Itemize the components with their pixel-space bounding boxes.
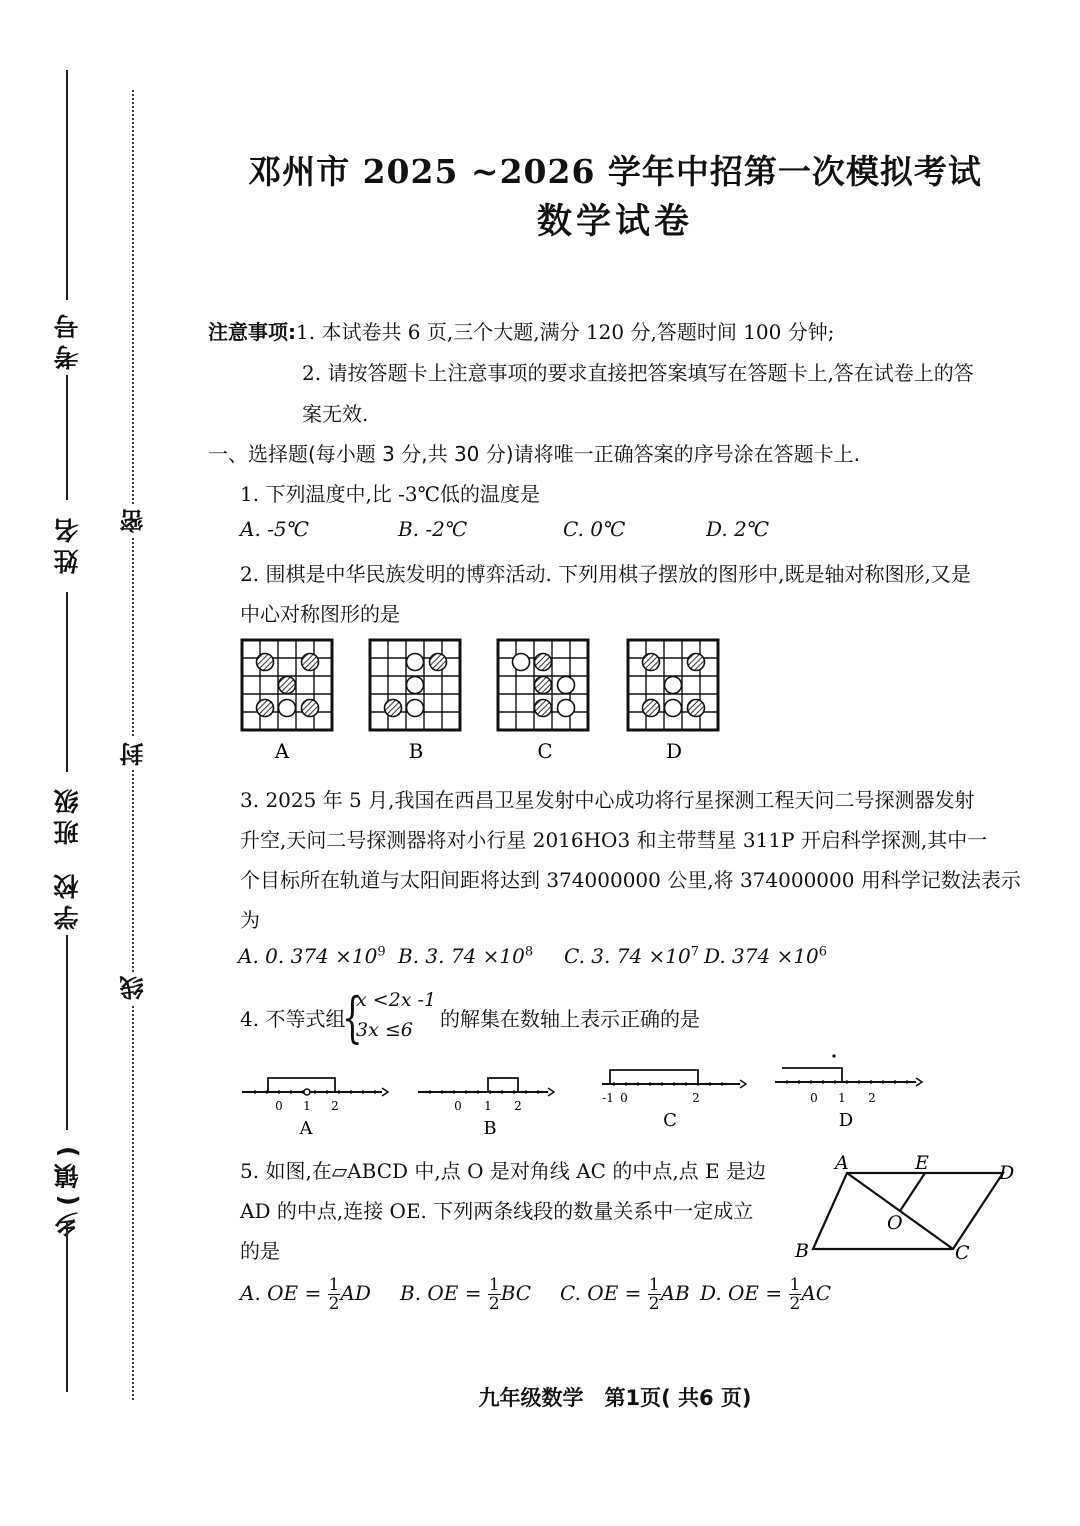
q5-option-c: C. OE = $\frac{1}{2}$ AB: [560, 1275, 690, 1314]
binding-line-4: [66, 935, 68, 1130]
q3-stem-2: 升空,天问二号探测器将对小行星 2016HO3 和主带彗星 311P 开启科学探测,其中一: [240, 828, 988, 852]
notice-label: 注意事项:: [208, 320, 296, 344]
q4-b-tick-2: 2: [514, 1099, 522, 1113]
seal-feng: 封: [116, 738, 151, 770]
q4-line-b: [418, 1078, 554, 1139]
q4-system: [356, 985, 436, 1045]
q4-d-tick-1: 1: [838, 1091, 846, 1105]
seal-mi: 密: [116, 505, 151, 537]
q5-b-fraction: $\frac{1}{2}$: [488, 1275, 500, 1314]
exam-subtitle: 数学试卷: [536, 202, 693, 242]
q3-option-c: C. 3. $74 \times 10^7$: [564, 944, 700, 968]
q1-option-b: B. -2℃: [398, 517, 468, 541]
q4-number-lines: [230, 1050, 930, 1140]
q3-stem-4: 为: [240, 908, 260, 932]
q1-option-a: A. -5℃: [240, 517, 310, 541]
q4-inequality-2: 3x ≤6: [356, 1019, 413, 1041]
q5-option-d: D. OE = $\frac{1}{2}$ AC: [700, 1275, 832, 1314]
q5-stem-2: AD 的中点,连接 OE. 下列两条线段的数量关系中一定成立: [240, 1199, 754, 1223]
binding-line-3: [66, 592, 68, 772]
q5-d-fraction: $\frac{1}{2}$: [789, 1275, 801, 1314]
page-footer: 九年级数学 第1页( 共6 页): [478, 1386, 752, 1410]
q4-line-c: [602, 1070, 746, 1131]
q4-stem-pre: 4. 不等式组: [240, 1007, 346, 1031]
notice-item-1: 1. 本试卷共 6 页,三个大题,满分 120 分,答题时间 100 分钟;: [296, 320, 835, 344]
q3-option-b: B. 3. $74 \times 10^8$: [398, 944, 534, 968]
q4-line-a: [242, 1078, 388, 1139]
exam-title: 邓州市 2025 ~2026 学年中招第一次模拟考试: [248, 152, 982, 191]
field-exam-number: 考号: [53, 308, 82, 370]
q3-stem-3: 个目标所在轨道与太阳间距将达到 374000000 公里,将 374000000 用科学记数法表示: [240, 868, 1021, 892]
field-class: 班级: [53, 783, 82, 845]
q2-label-c: C: [537, 739, 553, 763]
q5-label-c: C: [955, 1242, 970, 1264]
q4-label-c: C: [663, 1110, 677, 1131]
q5-parallelogram-figure: [785, 1145, 1025, 1270]
q2-label-b: B: [408, 739, 424, 763]
notice-row-1: [208, 316, 834, 345]
field-town: 乡(镇): [53, 1140, 82, 1237]
q4-a-tick-0: 0: [275, 1099, 283, 1113]
notice-item-2b: 案无效.: [302, 402, 369, 426]
q5-label-e: E: [915, 1152, 929, 1174]
q4-a-tick-1: 1: [303, 1099, 311, 1113]
q3-stem-1: 3. 2025 年 5 月,我国在西昌卫星发射中心成功将行星探测工程天问二号探测器发射: [240, 788, 975, 812]
q3-b-exponent: 8: [524, 944, 534, 960]
q2-a-stone-black: [257, 700, 274, 717]
q4-label-a: A: [299, 1118, 313, 1139]
q4-system-brace: {: [342, 986, 363, 1049]
q3-option-a: A. 0. $374 \times 10^9$: [238, 944, 386, 968]
q3-a-exponent: 9: [377, 944, 386, 960]
q2-board-a: [242, 640, 332, 730]
q5-stem-3: 的是: [240, 1239, 280, 1263]
q2-a-stone-black: [257, 654, 274, 671]
q4-d-tick-0: 0: [810, 1091, 818, 1105]
q3-c-exponent: 7: [690, 944, 700, 960]
binding-line-5: [66, 1222, 68, 1392]
q4-label-d: D: [838, 1110, 854, 1131]
q3-d-exponent: 6: [818, 944, 828, 960]
q1-option-d: D. 2℃: [706, 517, 770, 541]
q2-board-b: [370, 640, 460, 730]
q2-a-stone-black: [279, 677, 296, 694]
q2-stem-2: 中心对称图形的是: [240, 602, 400, 626]
q5-label-b: B: [795, 1240, 809, 1262]
q5-option-a: A. OE = $\frac{1}{2}$ AD: [240, 1275, 371, 1314]
q3-option-d: D. $374 \times 10^6$: [704, 944, 828, 968]
field-school: 学校: [53, 868, 82, 930]
q5-label-d: D: [999, 1162, 1015, 1184]
seal-xian: 线: [116, 972, 151, 1004]
q5-c-fraction: $\frac{1}{2}$: [648, 1275, 660, 1314]
q4-b-tick-1: 1: [484, 1099, 492, 1113]
q4-stem-post: 的解集在数轴上表示正确的是: [440, 1007, 700, 1031]
q1-option-c: C. 0℃: [563, 517, 626, 541]
q1-stem: 1. 下列温度中,比 -3℃低的温度是: [240, 482, 541, 506]
binding-line-2: [66, 375, 68, 500]
q4-inequality-1: x <2x -1: [356, 989, 437, 1011]
q4-d-tick-2: 2: [868, 1091, 876, 1105]
q5-label-o: O: [887, 1212, 903, 1234]
q2-a-stone-white: [279, 700, 296, 717]
notice-item-2a: 2. 请按答题卡上注意事项的要求直接把答案填写在答题卡上,答在试卷上的答: [302, 361, 974, 385]
q2-board-c: [498, 640, 588, 730]
section-1-heading: 一、选择题(每小题 3 分,共 30 分)请将唯一正确答案的序号涂在答题卡上.: [208, 442, 860, 466]
field-name: 姓名: [53, 512, 82, 574]
q4-c-tick-0: -1: [602, 1091, 614, 1105]
q4-c-tick-1: 0: [620, 1091, 628, 1105]
q5-a-fraction: $\frac{1}{2}$: [328, 1275, 340, 1314]
q4-label-b: B: [483, 1118, 497, 1139]
q4-line-d: [775, 1054, 922, 1131]
q2-board-d: [628, 640, 718, 730]
q2-label-a: A: [274, 739, 290, 763]
q2-a-stone-black: [302, 700, 319, 717]
q2-stem-1: 2. 围棋是中华民族发明的博弈活动. 下列用棋子摆放的图形中,既是轴对称图形,又是: [240, 562, 971, 586]
q4-c-tick-2: 2: [692, 1091, 700, 1105]
q4-a-tick-2: 2: [331, 1099, 339, 1113]
q5-label-a: A: [835, 1152, 849, 1174]
q5-stem-1: 5. 如图,在▱ABCD 中,点 O 是对角线 AC 的中点,点 E 是边: [240, 1159, 766, 1183]
q4-b-tick-0: 0: [454, 1099, 462, 1113]
q2-a-stone-black: [302, 654, 319, 671]
q2-go-boards: [230, 630, 750, 770]
q2-label-d: D: [665, 739, 683, 763]
q5-option-b: B. OE = $\frac{1}{2}$ BC: [400, 1275, 532, 1314]
